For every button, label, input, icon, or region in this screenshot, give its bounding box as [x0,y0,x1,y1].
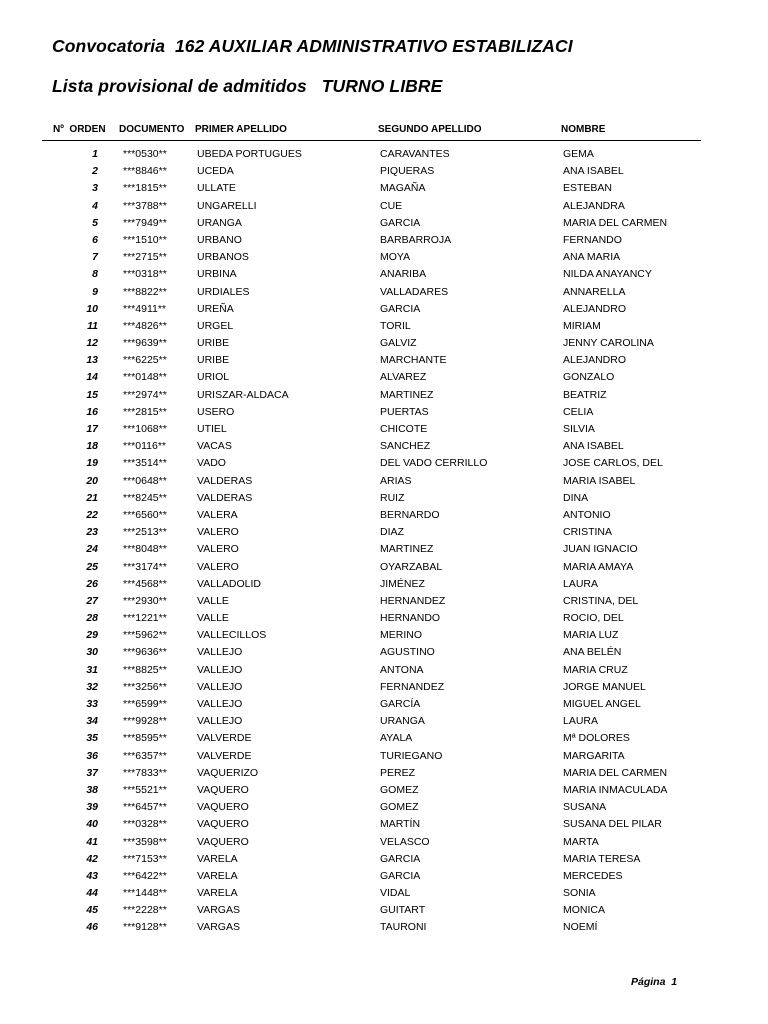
segundo-apellido-cell: FERNANDEZ [380,680,445,693]
primer-apellido-cell: VALLECILLOS [197,629,267,642]
orden-cell: 25 [86,560,98,573]
primer-apellido-cell: URIBE [197,337,230,350]
nombre-cell: MARIA DEL CARMEN [563,766,668,779]
documento-cell: ***0530** [123,148,167,160]
primer-apellido-cell: VACAS [197,440,232,453]
segundo-apellido-cell: SANCHEZ [380,440,431,453]
documento-cell: ***0318** [123,268,167,281]
primer-apellido-cell: VALLADOLID [197,577,261,590]
documento-cell: ***8825** [123,663,167,676]
nombre-cell: ANNARELLA [563,285,626,298]
nombre-cell: ANA BELÉN [563,646,622,659]
table-row [0,713,768,730]
documento-cell: ***0648** [123,474,167,487]
orden-cell: 2 [92,165,98,178]
table-row [0,541,768,558]
orden-cell: 8 [92,268,98,281]
segundo-apellido-cell: HERNANDO [380,612,441,625]
list-subtitle: Lista provisional de admitidos TURNO LIBRE [52,76,443,96]
orden-cell: 34 [86,715,98,728]
table-row [0,662,768,679]
documento-cell: ***2930** [123,594,167,607]
nombre-cell: JORGE MANUEL [563,680,646,693]
primer-apellido-cell: VALERO [197,560,239,573]
documento-cell: ***3174** [123,560,167,573]
segundo-apellido-cell: JIMÉNEZ [380,577,425,590]
nombre-cell: ANA MARIA [563,251,621,264]
nombre-cell: JUAN IGNACIO [563,543,638,556]
nombre-cell: MARIA ISABEL [563,474,636,487]
nombre-cell: ALEJANDRO [563,354,627,367]
table-row [0,748,768,765]
documento-cell: ***6422** [123,869,167,882]
primer-apellido-cell: VALLEJO [197,715,243,728]
segundo-apellido-cell: ALVAREZ [380,371,427,384]
nombre-cell: ALEJANDRO [563,302,627,315]
nombre-cell: NOEMÍ [563,921,598,934]
segundo-apellido-cell: ARIAS [380,474,412,487]
documento-cell: ***5962** [123,629,167,642]
table-row [0,146,768,163]
nombre-cell: DINA [563,491,589,504]
nombre-cell: CRISTINA [563,526,613,539]
table-row [0,180,768,197]
primer-apellido-cell: URANGA [197,216,242,229]
table-row [0,816,768,833]
primer-apellido-cell: ULLATE [197,182,236,195]
nombre-cell: ANA ISABEL [563,165,624,178]
documento-cell: ***4568** [123,577,167,590]
segundo-apellido-cell: GOMEZ [380,801,419,814]
table-row [0,421,768,438]
table-row [0,885,768,902]
nombre-cell: MARTA [563,835,599,848]
segundo-apellido-cell: MARTINEZ [380,388,434,401]
segundo-apellido-cell: MARTÍN [380,818,421,831]
table-row [0,834,768,851]
nombre-cell: MIRIAM [563,319,601,332]
segundo-apellido-cell: VELASCO [380,835,430,848]
segundo-apellido-cell: TAURONI [380,921,427,934]
segundo-apellido-cell: PEREZ [380,766,416,779]
orden-cell: 12 [86,337,98,350]
table-row [0,473,768,490]
nombre-cell: CRISTINA, DEL [563,594,639,607]
segundo-apellido-cell: GUITART [380,904,426,917]
column-header-orden: Nº ORDEN [53,124,106,135]
table-row [0,593,768,610]
column-header-segundo-apellido: SEGUNDO APELLIDO [378,124,482,135]
table-row [0,559,768,576]
table-row [0,782,768,799]
nombre-cell: GONZALO [563,371,615,384]
documento-cell: ***6560** [123,508,167,521]
orden-cell: 24 [86,543,98,556]
table-row [0,507,768,524]
document-title: Convocatoria 162 AUXILIAR ADMINISTRATIVO ESTABILIZACI [52,36,573,56]
table-row [0,284,768,301]
table-row [0,301,768,318]
table-row [0,799,768,816]
table-row [0,730,768,747]
orden-cell: 43 [86,869,98,882]
table-row [0,318,768,335]
documento-cell: ***8846** [123,165,167,178]
nombre-cell: SUSANA DEL PILAR [563,818,662,831]
segundo-apellido-cell: PIQUERAS [380,165,435,178]
nombre-cell: MIGUEL ANGEL [563,698,641,710]
documento-cell: ***7833** [123,766,167,779]
table-row [0,232,768,249]
segundo-apellido-cell: RUIZ [380,491,405,504]
segundo-apellido-cell: OYARZABAL [380,560,443,573]
primer-apellido-cell: URGEL [197,319,234,332]
orden-cell: 1 [92,148,98,160]
primer-apellido-cell: URBANO [197,233,242,246]
primer-apellido-cell: VARGAS [197,904,240,917]
primer-apellido-cell: VARELA [197,887,238,900]
documento-cell: ***2815** [123,405,167,418]
header-divider [42,140,701,141]
primer-apellido-cell: URBINA [197,268,237,281]
table-row [0,455,768,472]
documento-cell: ***6457** [123,801,167,814]
documento-cell: ***1448** [123,887,167,900]
admitted-list [0,146,768,937]
table-row [0,902,768,919]
documento-cell: ***4826** [123,319,167,332]
documento-cell: ***3256** [123,680,167,693]
column-header-nombre: NOMBRE [561,124,606,135]
orden-cell: 46 [86,921,98,934]
documento-cell: ***1815** [123,182,167,195]
orden-cell: 44 [86,887,98,900]
segundo-apellido-cell: TURIEGANO [380,749,443,762]
documento-cell: ***9639** [123,337,167,350]
primer-apellido-cell: UCEDA [197,165,234,178]
segundo-apellido-cell: AGUSTINO [380,646,435,659]
segundo-apellido-cell: CUE [380,199,403,212]
nombre-cell: GEMA [563,148,594,160]
table-row [0,490,768,507]
segundo-apellido-cell: CHICOTE [380,423,428,435]
documento-cell: ***7949** [123,216,167,229]
documento-cell: ***8245** [123,491,167,504]
primer-apellido-cell: URIOL [197,371,230,384]
documento-cell: ***0116** [123,440,167,453]
nombre-cell: ANTONIO [563,508,611,521]
orden-cell: 16 [86,405,98,418]
table-row [0,369,768,386]
table-row [0,198,768,215]
orden-cell: 23 [86,526,98,539]
nombre-cell: JENNY CAROLINA [563,337,654,350]
documento-cell: ***3788** [123,199,167,212]
nombre-cell: Mª DOLORES [563,732,630,745]
documento-cell: ***2974** [123,388,167,401]
table-row [0,387,768,404]
documento-cell: ***2513** [123,526,167,539]
documento-cell: ***8822** [123,285,167,298]
documento-cell: ***6599** [123,698,167,710]
primer-apellido-cell: UBEDA PORTUGUES [197,148,302,160]
segundo-apellido-cell: MAGAÑA [380,182,426,195]
orden-cell: 26 [86,577,98,590]
nombre-cell: ROCIO, DEL [563,612,624,625]
segundo-apellido-cell: VIDAL [380,887,411,900]
documento-cell: ***1510** [123,233,167,246]
segundo-apellido-cell: MARCHANTE [380,354,447,367]
primer-apellido-cell: USERO [197,405,235,418]
table-row [0,249,768,266]
documento-cell: ***1221** [123,612,167,625]
segundo-apellido-cell: MERINO [380,629,422,642]
nombre-cell: SILVIA [563,423,595,435]
nombre-cell: MARIA INMACULADA [563,783,668,796]
segundo-apellido-cell: GARCÍA [380,698,421,710]
documento-cell: ***2715** [123,251,167,264]
segundo-apellido-cell: ANARIBA [380,268,427,281]
segundo-apellido-cell: URANGA [380,715,425,728]
segundo-apellido-cell: GOMEZ [380,783,419,796]
segundo-apellido-cell: MOYA [380,251,411,264]
table-row [0,404,768,421]
orden-cell: 27 [86,594,98,607]
nombre-cell: ALEJANDRA [563,199,625,212]
table-row [0,868,768,885]
documento-cell: ***0328** [123,818,167,831]
nombre-cell: FERNANDO [563,233,622,246]
orden-cell: 22 [86,508,98,521]
nombre-cell: LAURA [563,715,599,728]
primer-apellido-cell: UNGARELLI [197,199,257,212]
orden-cell: 5 [92,216,98,229]
segundo-apellido-cell: GARCIA [380,869,421,882]
documento-cell: ***9128** [123,921,167,934]
orden-cell: 37 [86,766,98,779]
orden-cell: 32 [86,680,98,693]
orden-cell: 38 [86,783,98,796]
orden-cell: 40 [86,818,98,831]
primer-apellido-cell: VALLEJO [197,663,243,676]
nombre-cell: JOSE CARLOS, DEL [563,457,663,470]
nombre-cell: MARIA LUZ [563,629,619,642]
orden-cell: 31 [86,663,98,676]
orden-cell: 36 [86,749,98,762]
orden-cell: 19 [86,457,98,470]
primer-apellido-cell: VARELA [197,852,238,865]
nombre-cell: ANA ISABEL [563,440,624,453]
table-row [0,679,768,696]
documento-cell: ***7153** [123,852,167,865]
nombre-cell: SUSANA [563,801,607,814]
table-row [0,335,768,352]
primer-apellido-cell: VAQUERO [197,818,249,831]
nombre-cell: MARIA AMAYA [563,560,634,573]
nombre-cell: MARIA CRUZ [563,663,628,676]
nombre-cell: MARIA TERESA [563,852,641,865]
orden-cell: 18 [86,440,98,453]
primer-apellido-cell: VALLE [197,612,229,625]
segundo-apellido-cell: PUERTAS [380,405,429,418]
segundo-apellido-cell: ANTONA [380,663,424,676]
segundo-apellido-cell: BARBARROJA [380,233,452,246]
segundo-apellido-cell: GARCIA [380,216,421,229]
primer-apellido-cell: VALVERDE [197,732,252,745]
primer-apellido-cell: URDIALES [197,285,250,298]
orden-cell: 6 [92,233,98,246]
nombre-cell: ESTEBAN [563,182,613,195]
segundo-apellido-cell: GARCIA [380,852,421,865]
segundo-apellido-cell: BERNARDO [380,508,440,521]
orden-cell: 30 [86,646,98,659]
documento-cell: ***5521** [123,783,167,796]
column-header-documento: DOCUMENTO [119,124,185,135]
primer-apellido-cell: VAQUERO [197,801,249,814]
orden-cell: 35 [86,732,98,745]
orden-cell: 41 [86,835,98,848]
segundo-apellido-cell: DEL VADO CERRILLO [380,457,488,470]
table-row [0,610,768,627]
segundo-apellido-cell: TORIL [380,319,411,332]
orden-cell: 39 [86,801,98,814]
segundo-apellido-cell: DIAZ [380,526,404,539]
orden-cell: 9 [92,285,98,298]
primer-apellido-cell: VARELA [197,869,238,882]
nombre-cell: MONICA [563,904,605,917]
orden-cell: 21 [86,491,98,504]
table-row [0,576,768,593]
primer-apellido-cell: VALLE [197,594,229,607]
nombre-cell: NILDA ANAYANCY [563,268,652,281]
orden-cell: 10 [86,302,98,315]
table-row [0,266,768,283]
table-row [0,215,768,232]
primer-apellido-cell: VALERO [197,543,239,556]
nombre-cell: CELIA [563,405,594,418]
segundo-apellido-cell: VALLADARES [380,285,449,298]
orden-cell: 3 [92,182,98,195]
primer-apellido-cell: URBANOS [197,251,249,264]
orden-cell: 42 [86,852,98,865]
segundo-apellido-cell: MARTINEZ [380,543,434,556]
primer-apellido-cell: UTIEL [197,423,227,435]
primer-apellido-cell: VALLEJO [197,646,243,659]
documento-cell: ***4911** [123,302,167,315]
column-header-primer-apellido: PRIMER APELLIDO [195,124,287,135]
segundo-apellido-cell: GALVIZ [380,337,417,350]
primer-apellido-cell: VAQUERIZO [197,766,259,779]
segundo-apellido-cell: AYALA [380,732,413,745]
table-row [0,696,768,713]
table-row [0,644,768,661]
primer-apellido-cell: VAQUERO [197,835,249,848]
primer-apellido-cell: VADO [197,457,226,470]
orden-cell: 20 [86,474,98,487]
page-number: Página 1 [631,976,678,988]
table-row [0,627,768,644]
nombre-cell: MERCEDES [563,869,623,882]
primer-apellido-cell: UREÑA [197,302,234,315]
orden-cell: 29 [86,629,98,642]
documento-cell: ***3514** [123,457,167,470]
documento-cell: ***6225** [123,354,167,367]
orden-cell: 33 [86,698,98,710]
documento-cell: ***6357** [123,749,167,762]
documento-cell: ***8595** [123,732,167,745]
documento-cell: ***1068** [123,423,167,435]
primer-apellido-cell: VALDERAS [197,491,253,504]
table-row [0,919,768,936]
primer-apellido-cell: VARGAS [197,921,240,934]
primer-apellido-cell: URIBE [197,354,230,367]
nombre-cell: LAURA [563,577,599,590]
table-row [0,438,768,455]
primer-apellido-cell: VALLEJO [197,698,243,710]
segundo-apellido-cell: HERNANDEZ [380,594,446,607]
nombre-cell: BEATRIZ [563,388,607,401]
table-row [0,524,768,541]
documento-cell: ***2228** [123,904,167,917]
nombre-cell: SONIA [563,887,596,900]
orden-cell: 13 [86,354,98,367]
orden-cell: 4 [92,199,98,212]
table-row [0,765,768,782]
documento-cell: ***9928** [123,715,167,728]
orden-cell: 45 [86,904,98,917]
primer-apellido-cell: URISZAR-ALDACA [197,388,289,401]
table-row [0,851,768,868]
primer-apellido-cell: VAQUERO [197,783,249,796]
documento-cell: ***8048** [123,543,167,556]
nombre-cell: MARGARITA [563,749,625,762]
orden-cell: 15 [86,388,98,401]
orden-cell: 7 [92,251,98,264]
orden-cell: 28 [86,612,98,625]
documento-cell: ***3598** [123,835,167,848]
nombre-cell: MARIA DEL CARMEN [563,216,668,229]
documento-cell: ***9636** [123,646,167,659]
segundo-apellido-cell: CARAVANTES [380,148,450,160]
primer-apellido-cell: VALERO [197,526,239,539]
primer-apellido-cell: VALDERAS [197,474,253,487]
orden-cell: 11 [87,319,98,332]
segundo-apellido-cell: GARCIA [380,302,421,315]
primer-apellido-cell: VALLEJO [197,680,243,693]
documento-cell: ***0148** [123,371,167,384]
orden-cell: 14 [86,371,98,384]
primer-apellido-cell: VALVERDE [197,749,252,762]
table-row [0,163,768,180]
orden-cell: 17 [86,423,98,435]
primer-apellido-cell: VALERA [197,508,238,521]
table-row [0,352,768,369]
